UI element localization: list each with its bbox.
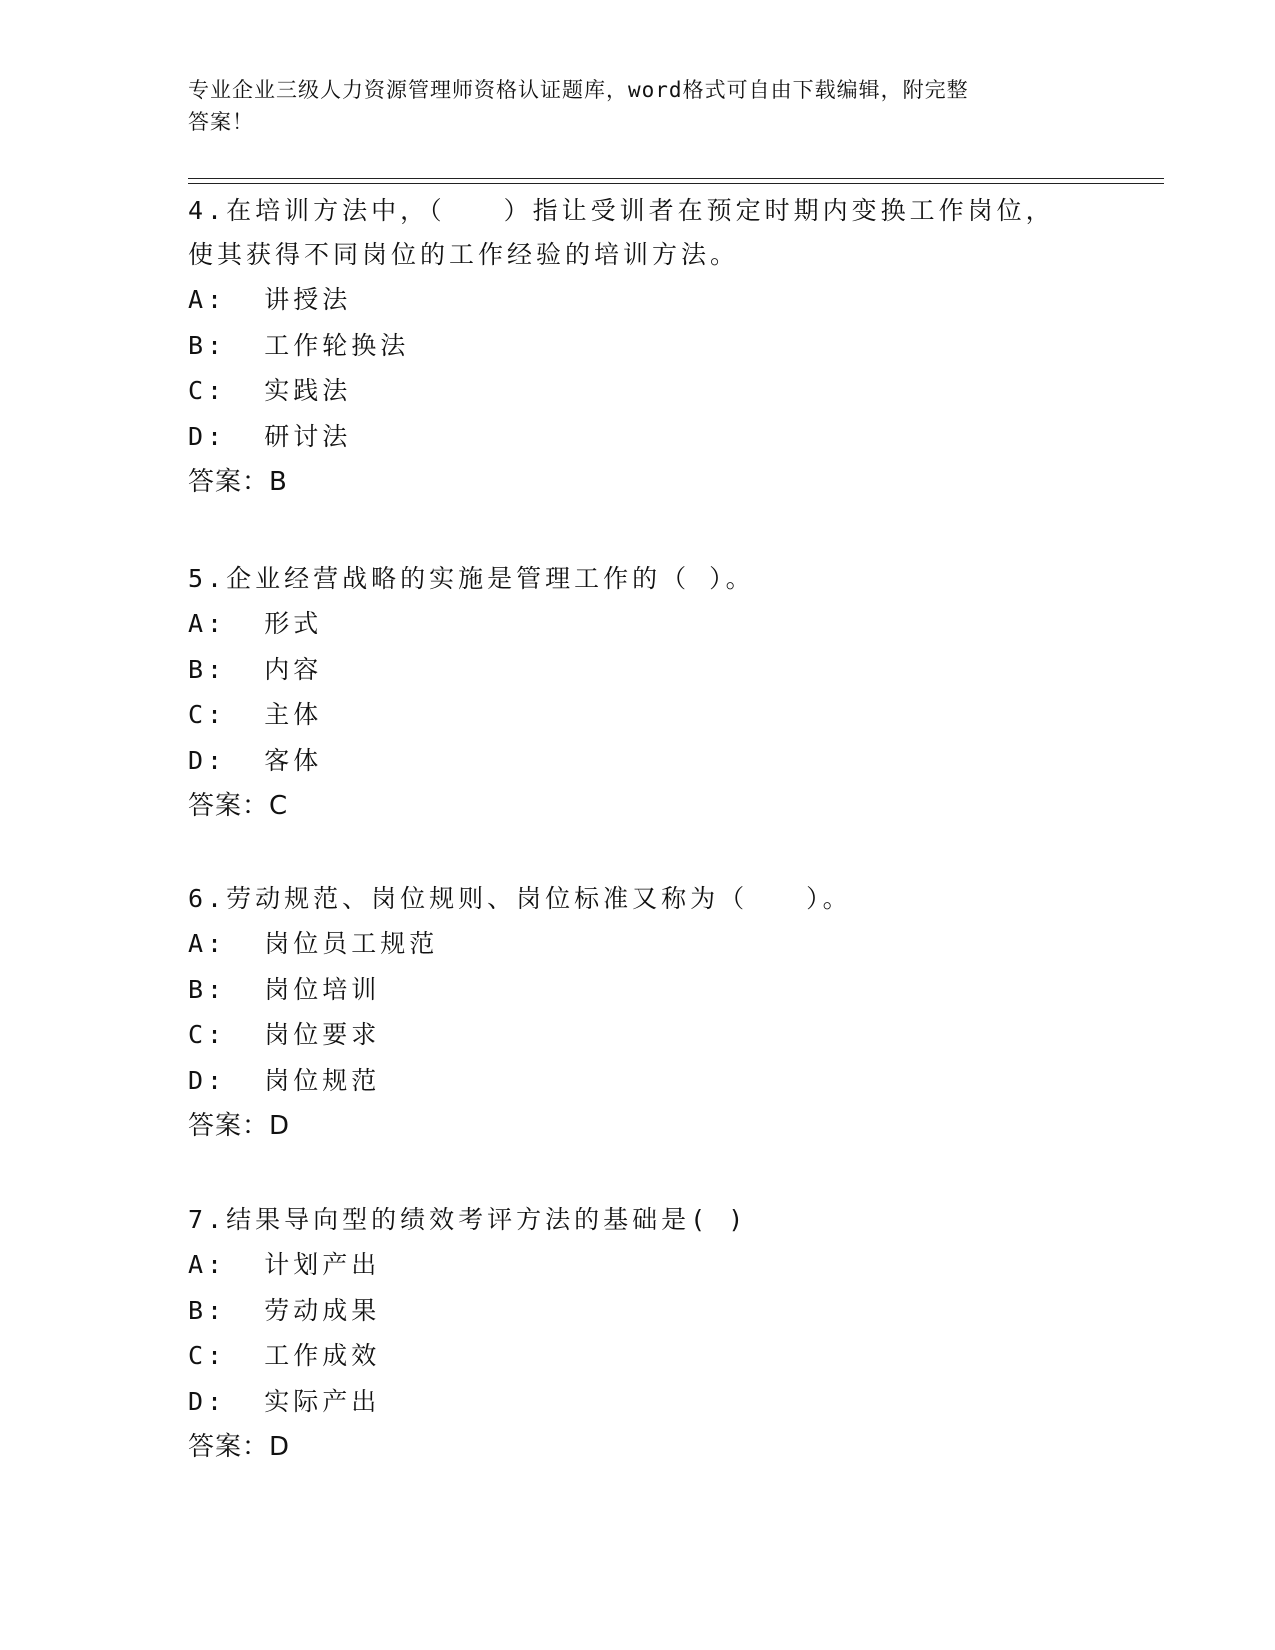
option-c: C: 工作成效 [188,1341,381,1370]
answer-line: 答案：D [188,1432,291,1462]
question-stem-line-1: 7.结果导向型的绩效考评方法的基础是( ) [188,1205,748,1234]
answer-line: 答案：D [188,1111,291,1141]
option-d: D: 客体 [188,745,323,775]
question-stem-line-1: 6.劳动规范、岗位规则、岗位标准又称为（ ）。 [188,884,852,913]
option-c: C: 岗位要求 [188,1020,381,1049]
option-a: A: 讲授法 [188,285,352,314]
question-6 [188,877,1088,1149]
answer-line: 答案：B [188,467,288,497]
question-stem-line-1: 5.企业经营战略的实施是管理工作的（ ）。 [188,564,755,593]
question-stem-line-2: 使其获得不同岗位的工作经验的培训方法。 [188,240,740,269]
option-a: A: 计划产出 [188,1250,381,1279]
option-c: C: 主体 [188,700,323,729]
question-4 [188,189,1088,505]
question-stem-line-1: 4.在培训方法中，（ ）指让受训者在预定时期内变换工作岗位， [188,196,1055,225]
question-7 [188,1198,1088,1470]
option-a: A: 岗位员工规范 [188,929,439,958]
option-d: D: 岗位规范 [188,1065,381,1095]
header-divider-bottom [188,183,1164,184]
option-c: C: 实践法 [188,376,352,405]
option-b: B: 岗位培训 [188,974,381,1004]
header-line-1: 专业企业三级人力资源管理师资格认证题库，word格式可自由下载编辑，附完整 [188,78,969,102]
option-d: D: 研讨法 [188,421,352,451]
option-a: A: 形式 [188,609,323,638]
option-d: D: 实际产出 [188,1386,381,1416]
header-line-2: 答案！ [188,110,254,134]
question-5 [188,557,1088,829]
option-b: B: 工作轮换法 [188,330,410,360]
document-header [188,74,1068,138]
option-b: B: 内容 [188,654,323,684]
option-b: B: 劳动成果 [188,1295,381,1325]
header-divider-top [188,178,1164,179]
answer-line: 答案：C [188,791,289,821]
